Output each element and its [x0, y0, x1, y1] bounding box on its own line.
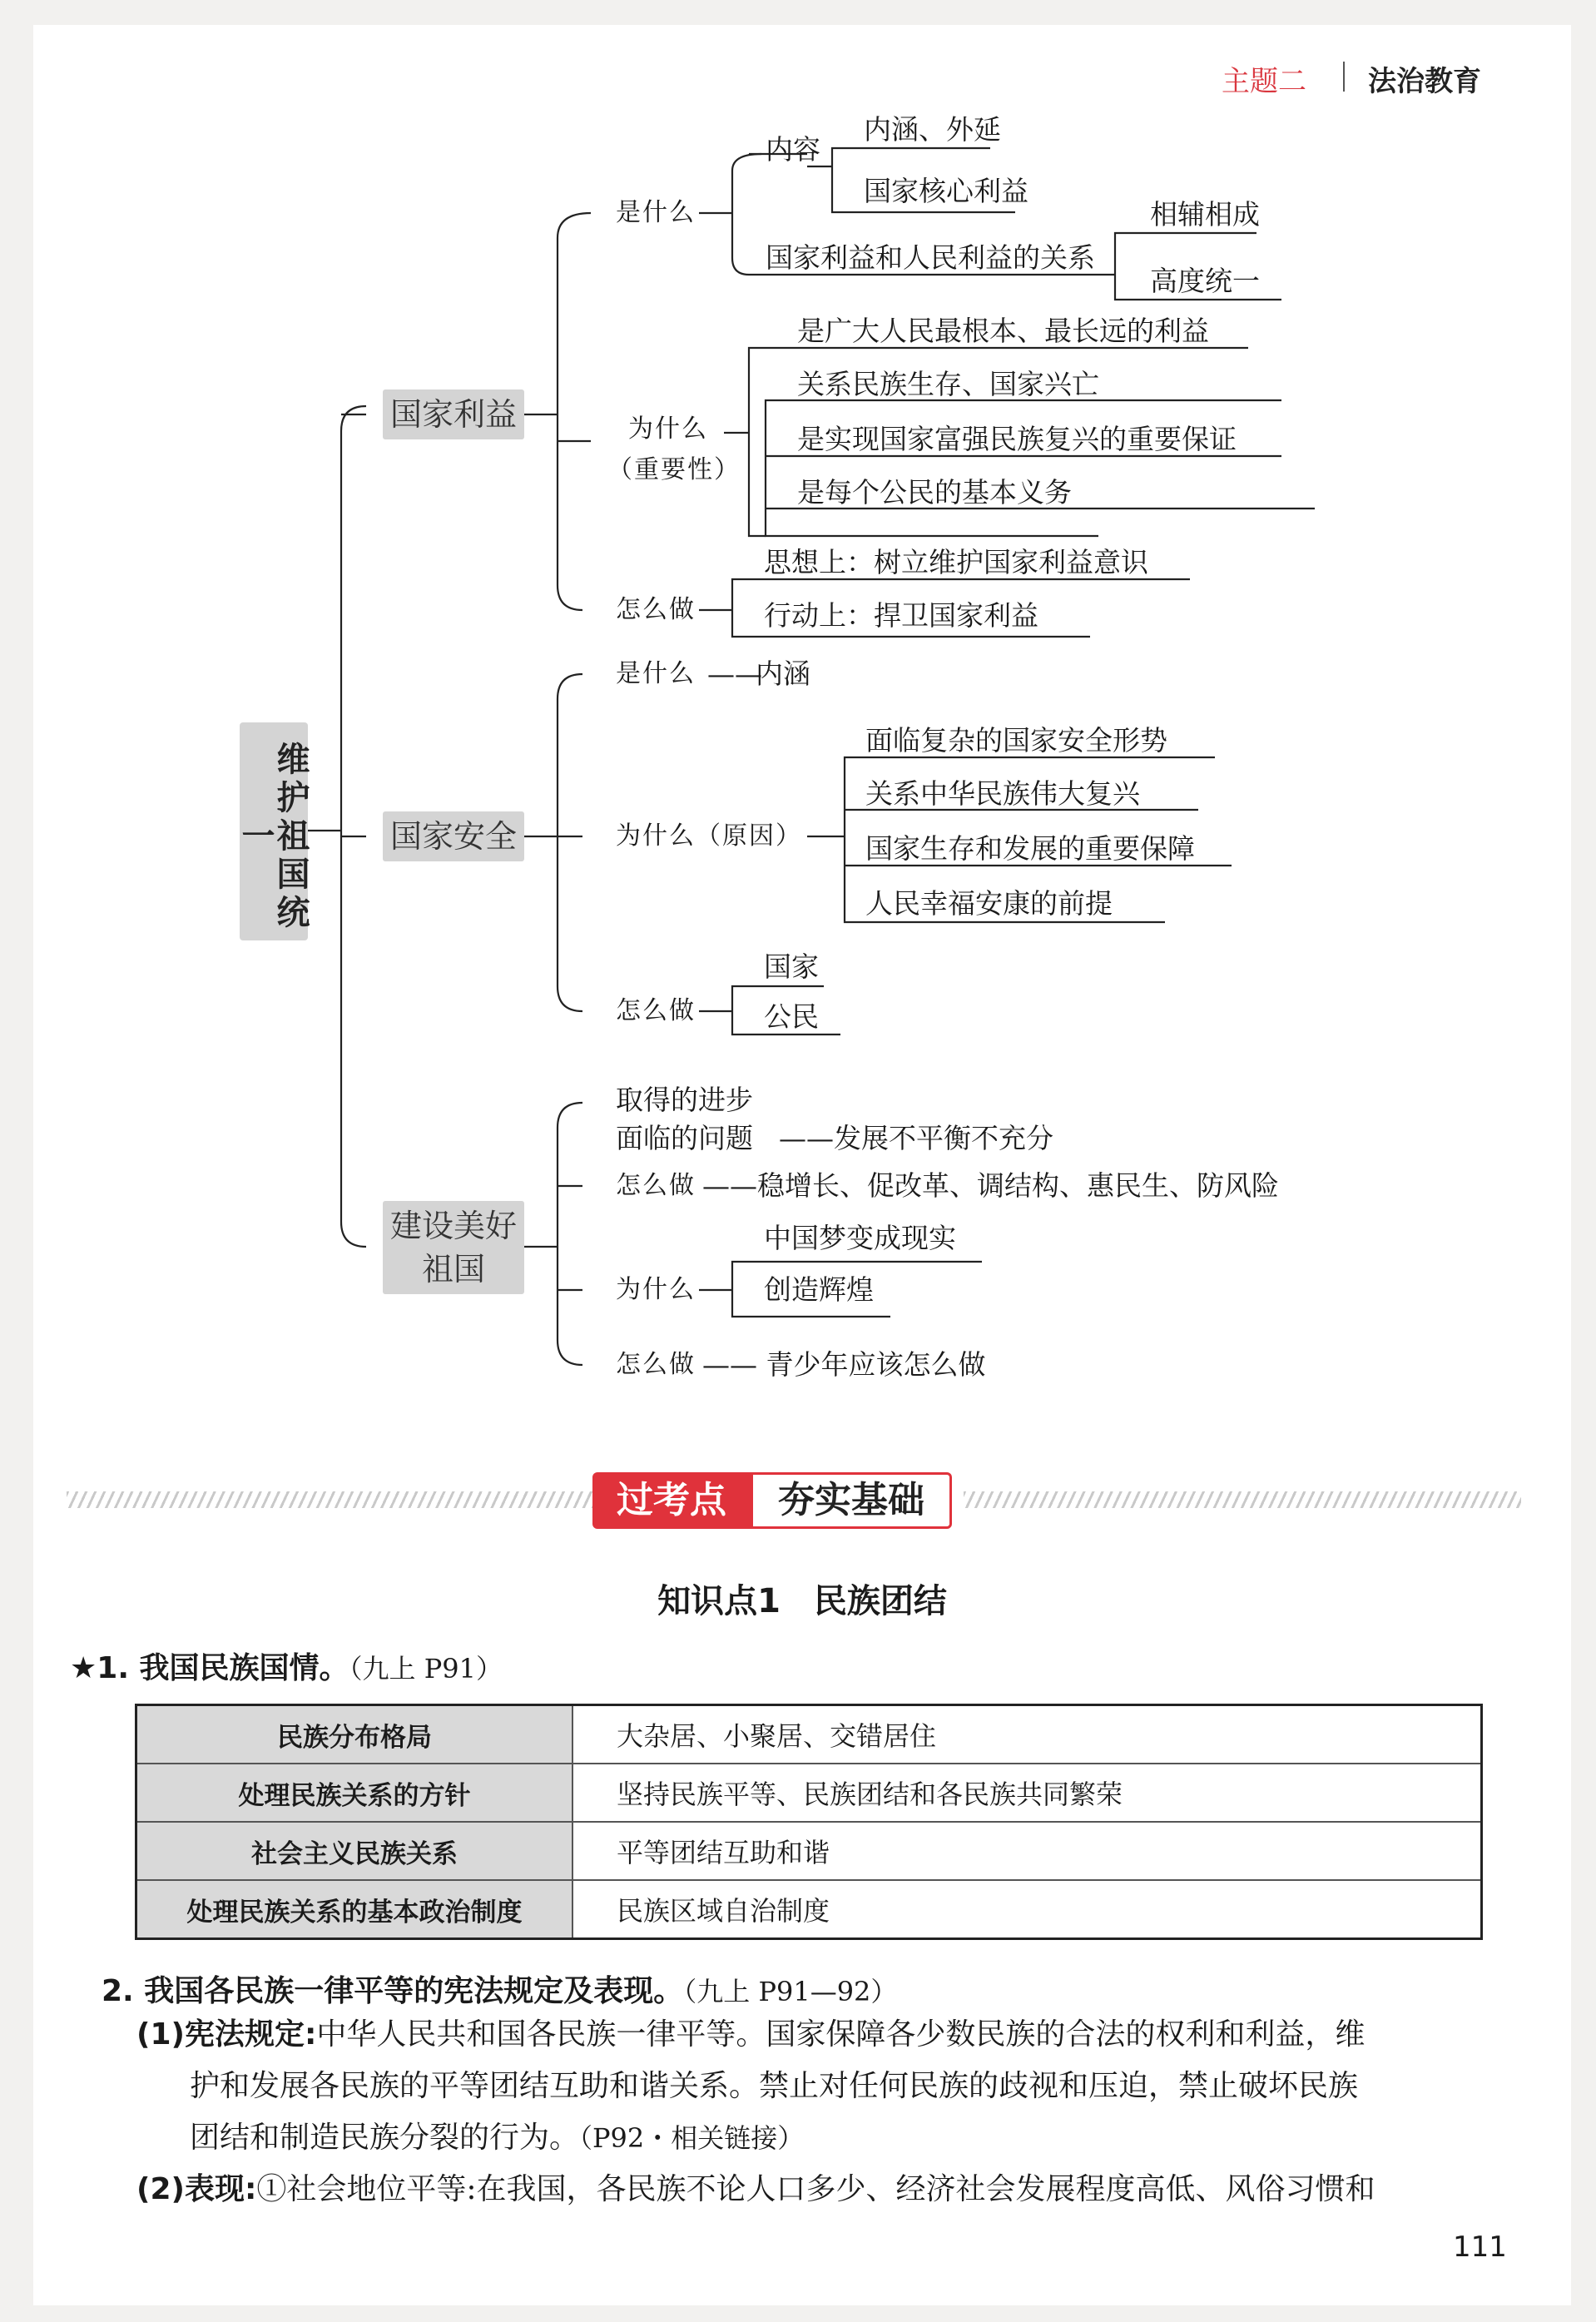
b1-relation-item: 高度统一 — [1150, 265, 1260, 297]
q2-p1-line2: 护和发展各民族的平等团结互助和谐关系。禁止对任何民族的歧视和压迫，禁止破坏民族 — [190, 2069, 1359, 2103]
b1-why-label2: （重要性） — [607, 455, 741, 484]
branch-national-security: 国家安全 — [383, 811, 524, 861]
b2-how-label: 怎么做 — [616, 996, 696, 1025]
q2-p1-text: 中华人民共和国各民族一律平等。国家保障各少数民族的合法的权利和利益，维 — [316, 2017, 1366, 2052]
branch3-label-line1: 建设美好 — [389, 1208, 517, 1244]
table-value: 大杂居、小聚居、交错居住 — [572, 1705, 1482, 1764]
q2-p1-line1 — [136, 2009, 1365, 2061]
branch3-label-line2: 祖国 — [421, 1251, 485, 1288]
ethnic-situation-table — [135, 1704, 1483, 1940]
header-subject: 法治教育 — [1368, 65, 1481, 98]
table-row — [136, 1880, 1482, 1939]
table-row — [136, 1822, 1482, 1880]
table-row — [136, 1764, 1482, 1822]
q1-star: ★ — [70, 1651, 97, 1685]
b3-problems: 面临的问题 — [616, 1122, 753, 1154]
b3-why-label: 为什么 — [616, 1275, 696, 1304]
b1-how-item: 思想上：树立维护国家利益意识 — [764, 546, 1148, 578]
table-key: 民族分布格局 — [136, 1705, 573, 1764]
b3-why-item: 创造辉煌 — [764, 1273, 874, 1306]
b1-why-item: 是每个公民的基本义务 — [797, 476, 1072, 509]
mindmap-root: 维护祖国统一 — [240, 722, 308, 940]
banner-stripe-right — [964, 1491, 1521, 1508]
table-key: 处理民族关系的方针 — [136, 1764, 573, 1822]
b3-how1-label: 怎么做 — [616, 1171, 696, 1200]
b2-how-item: 国家 — [764, 950, 819, 983]
b3-how2-label: 怎么做 — [616, 1350, 696, 1379]
q1-ref: （九上 P91） — [349, 1653, 503, 1684]
q2-p2-text: ①社会地位平等:在我国，各民族不论人口多少、经济社会发展程度高低、风俗习惯和 — [256, 2172, 1375, 2206]
b1-relation-label: 国家利益和人民利益的关系 — [766, 241, 1095, 274]
banner-stripe-left — [67, 1491, 607, 1508]
b3-why-item: 中国梦变成现实 — [764, 1222, 956, 1254]
q2-p1-line3 — [190, 2112, 804, 2164]
section-title: 知识点1 民族团结 — [657, 1582, 947, 1620]
b2-what-item: 内涵 — [756, 657, 810, 690]
b2-why-item: 关系中华民族伟大复兴 — [865, 777, 1140, 810]
page — [33, 25, 1571, 2305]
b1-relation-item: 相辅相成 — [1150, 198, 1260, 231]
b1-content-item: 国家核心利益 — [864, 175, 1028, 207]
q2-p2-line1 — [136, 2164, 1375, 2215]
branch-build-motherland — [383, 1201, 524, 1294]
header-theme: 主题二 — [1222, 65, 1306, 98]
q2-p1-label: (1)宪法规定: — [136, 2017, 317, 2052]
b1-content-label: 内容 — [766, 133, 820, 166]
b1-what-label: 是什么 — [616, 198, 696, 227]
b2-how-item: 公民 — [764, 1000, 819, 1033]
q2-p2-label: (2)表现: — [136, 2172, 257, 2206]
q2-p1-text3: 团结和制造民族分裂的行为。 — [190, 2121, 580, 2155]
branch-national-interest: 国家利益 — [383, 389, 524, 439]
q1-heading — [70, 1645, 503, 1687]
b2-why-item: 面临复杂的国家安全形势 — [865, 724, 1167, 757]
q2-ref: （九上 P91—92） — [683, 1976, 898, 2007]
table-key: 处理民族关系的基本政治制度 — [136, 1880, 573, 1939]
q1-title: 1. 我国民族国情。 — [97, 1651, 349, 1685]
b3-progress: 取得的进步 — [616, 1084, 753, 1116]
table-key: 社会主义民族关系 — [136, 1822, 573, 1880]
banner-left-label: 过考点 — [592, 1472, 751, 1529]
b1-content-item: 内涵、外延 — [864, 113, 1001, 146]
b1-why-item: 关系民族生存、国家兴亡 — [797, 368, 1099, 400]
b2-why-item: 国家生存和发展的重要保障 — [865, 832, 1195, 865]
b1-why-item: 是广大人民最根本、最长远的利益 — [797, 315, 1209, 347]
b1-how-item: 行动上：捍卫国家利益 — [764, 599, 1038, 632]
b2-what-dash: —— — [707, 657, 762, 690]
q2-p1-ref: （P92・相关链接） — [579, 2122, 805, 2154]
table-value: 平等团结互助和谐 — [572, 1822, 1482, 1880]
b3-problems-answer: ——发展不平衡不充分 — [779, 1122, 1053, 1154]
b2-why-item: 人民幸福安康的前提 — [865, 887, 1113, 920]
table-value: 民族区域自治制度 — [572, 1880, 1482, 1939]
banner-right-label: 夯实基础 — [751, 1472, 952, 1529]
q2-title: 2. 我国各民族一律平等的宪法规定及表现。 — [102, 1974, 684, 2008]
table-row — [136, 1705, 1482, 1764]
b1-how-label: 怎么做 — [616, 595, 696, 624]
page-number: 111 — [1453, 2230, 1507, 2264]
b2-why-label: 为什么（原因） — [616, 821, 802, 851]
q2-heading — [102, 1967, 897, 2010]
b1-why-label: 为什么 — [628, 414, 708, 444]
b3-how1-answer: ——稳增长、促改革、调结构、惠民生、防风险 — [702, 1169, 1279, 1202]
table-value: 坚持民族平等、民族团结和各民族共同繁荣 — [572, 1764, 1482, 1822]
b3-how2-answer: —— 青少年应该怎么做 — [702, 1348, 986, 1381]
b1-why-item: 是实现国家富强民族复兴的重要保证 — [797, 423, 1237, 455]
b2-what-label: 是什么 — [616, 659, 696, 688]
